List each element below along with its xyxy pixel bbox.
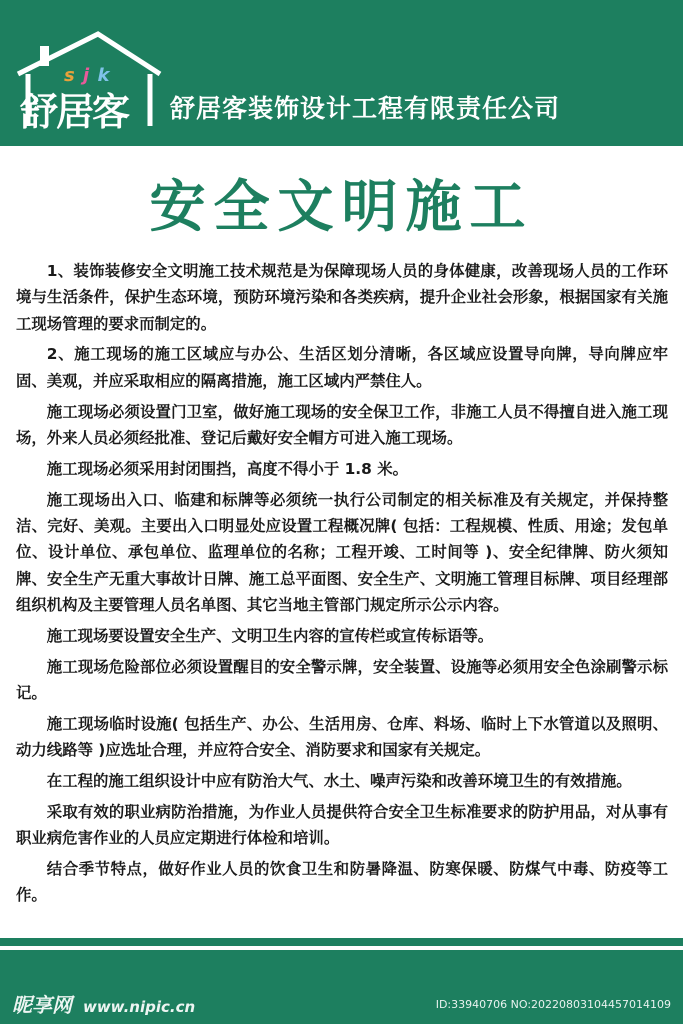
regulation-paragraph: 施工现场必须设置门卫室，做好施工现场的安全保卫工作，非施工人员不得擅自进入施工现场，外来人员必须经批准、登记后戴好安全帽方可进入施工现场。 bbox=[16, 402, 668, 447]
watermark-id: ID:33940706 NO:20220803104457014109 bbox=[435, 998, 671, 1011]
regulation-paragraph: 施工现场临时设施( 包括生产、办公、生活用房、仓库、料场、临时上下水管道以及照明、动力线路等 )应选址合理，并应符合安全、消防要求和国家有关规定。 bbox=[16, 714, 668, 760]
logo-letter: k bbox=[97, 65, 111, 86]
regulation-paragraph: 在工程的施工组织设计中应有防治大气、水土、噪声污染和改善环境卫生的有效措施。 bbox=[46, 772, 632, 791]
logo-letter: j bbox=[83, 65, 91, 86]
logo-name: 舒居客 bbox=[20, 90, 129, 134]
company-name: 舒居客装饰设计工程有限责任公司 bbox=[170, 94, 561, 123]
regulation-paragraph: 2、施工现场的施工区域应与办公、生活区划分清晰，各区域应设置导向牌，导向牌应牢固、美观，并应采取相应的隔离措施，施工区域内严禁住人。 bbox=[16, 345, 668, 390]
regulation-paragraph: 施工现场危险部位必须设置醒目的安全警示牌，安全装置、设施等必须用安全色涂刷警示标记。 bbox=[16, 657, 668, 703]
regulation-body bbox=[16, 258, 668, 913]
regulation-paragraph: 施工现场要设置安全生产、文明卫生内容的宣传栏或宣传标语等。 bbox=[46, 626, 494, 645]
page-title: 安全文明施工 bbox=[149, 175, 534, 240]
logo-letter: s bbox=[64, 65, 76, 86]
regulation-paragraph: 施工现场出入口、临建和标牌等必须统一执行公司制定的相关标准及有关规定，并保持整洁、完好、美观。主要出入口明显处应设置工程概况牌( 包括：工程规模、性质、用途；发包单位、设计单位、承包单位、监理单位的名称；工程开竣、工时间等 )、安全纪律牌、防火须知牌、安全生产无重大事故计日牌、施工总平面图、安全生产、文明施工管理目标牌、项目经理部组织机构及主要管理人员名单图、其它当地主管部门规定所示公示内容。 bbox=[16, 490, 668, 614]
logo-letters bbox=[64, 64, 110, 88]
footer-stripe bbox=[0, 938, 683, 946]
regulation-paragraph: 1、装饰装修安全文明施工技术规范是为保障现场人员的身体健康，改善现场人员的工作环境与生活条件，保护生态环境，预防环境污染和各类疾病，提升企业社会形象，根据国家有关施工现场管理的要求而制定的。 bbox=[16, 262, 668, 333]
watermark-logo bbox=[12, 990, 195, 1020]
company-logo bbox=[14, 28, 164, 136]
regulation-paragraph: 施工现场必须采用封闭围挡，高度不得小于 1.8 米。 bbox=[46, 459, 408, 478]
watermark-site-name: 昵享网 bbox=[12, 993, 72, 1017]
watermark-url: www.nipic.cn bbox=[82, 998, 196, 1016]
regulation-paragraph: 结合季节特点，做好作业人员的饮食卫生和防暑降温、防寒保暖、防煤气中毒、防疫等工作。 bbox=[16, 860, 668, 905]
header-banner bbox=[0, 0, 683, 146]
header-divider bbox=[0, 146, 683, 148]
regulation-paragraph: 采取有效的职业病防治措施，为作业人员提供符合安全卫生标准要求的防护用品，对从事有职业病危害作业的人员应定期进行体检和培训。 bbox=[16, 802, 668, 848]
